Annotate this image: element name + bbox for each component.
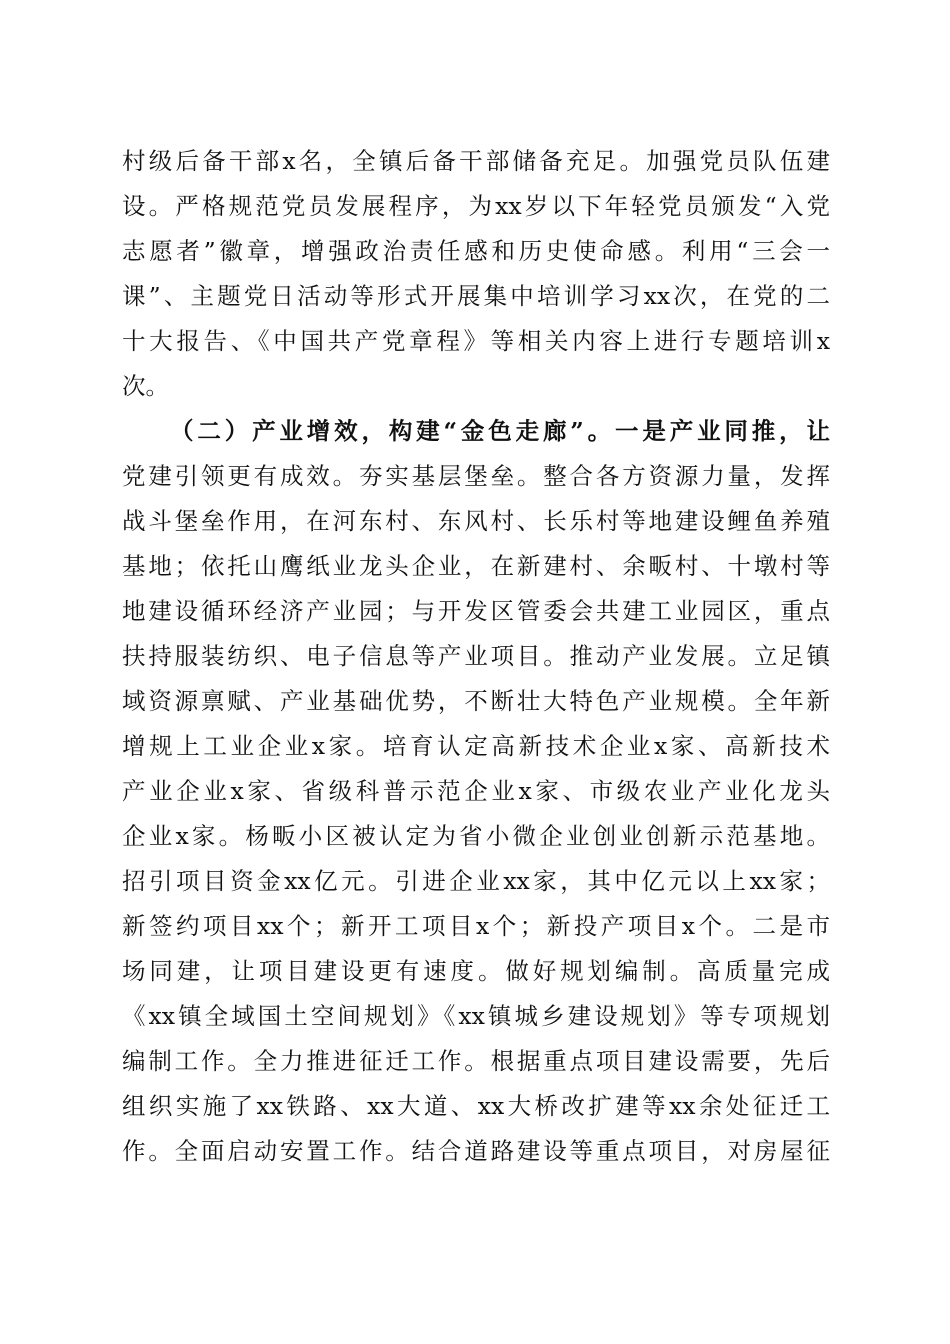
paragraph-line: 志愿者”徽章，增强政治责任感和历史使命感。利用“三会一	[122, 237, 830, 265]
paragraph-line: 基地；依托山鹰纸业龙头企业，在新建村、余畈村、十墩村等	[122, 552, 830, 580]
paragraph-line: 战斗堡垒作用，在河东村、东风村、长乐村等地建设鲤鱼养殖	[122, 507, 830, 535]
paragraph-line: 组织实施了xx铁路、xx大道、xx大桥改扩建等xx余处征迁工	[122, 1092, 830, 1120]
paragraph-line: 村级后备干部x名，全镇后备干部储备充足。加强党员队伍建	[122, 147, 830, 175]
paragraph-line: 域资源禀赋、产业基础优势，不断壮大特色产业规模。全年新	[122, 687, 830, 715]
paragraph-line: 编制工作。全力推进征迁工作。根据重点项目建设需要，先后	[122, 1047, 830, 1075]
paragraph-line: 《xx镇全域国土空间规划》《xx镇城乡建设规划》等专项规划	[122, 1002, 830, 1030]
section-heading-text: 产业增效，构建“金色走廊”。一是产业同推，让	[252, 417, 830, 445]
paragraph-line: 作。全面启动安置工作。结合道路建设等重点项目，对房屋征	[122, 1137, 830, 1165]
paragraph-line: 扶持服装纺织、电子信息等产业项目。推动产业发展。立足镇	[122, 642, 830, 670]
paragraph-line: 招引项目资金xx亿元。引进企业xx家，其中亿元以上xx家；	[122, 867, 830, 895]
paragraph-line: 设。严格规范党员发展程序，为xx岁以下年轻党员颁发“入党	[122, 192, 830, 220]
paragraph-line: 地建设循环经济产业园；与开发区管委会共建工业园区，重点	[122, 597, 830, 625]
paragraph-line: 增规上工业企业x家。培育认定高新技术企业x家、高新技术	[122, 732, 830, 760]
paragraph-line: 场同建，让项目建设更有速度。做好规划编制。高质量完成	[122, 957, 830, 985]
paragraph-line: 次。	[122, 372, 169, 400]
paragraph-line: 新签约项目xx个；新开工项目x个；新投产项目x个。二是市	[122, 912, 830, 940]
paragraph-line: 产业企业x家、省级科普示范企业x家、市级农业产业化龙头	[122, 777, 830, 805]
paragraph-line: 课”、主题党日活动等形式开展集中培训学习xx次，在党的二	[122, 282, 830, 310]
paragraph-line: 党建引领更有成效。夯实基层堡垒。整合各方资源力量，发挥	[122, 462, 830, 490]
section-number: （二）	[170, 417, 253, 445]
paragraph-line: 十大报告、《中国共产党章程》等相关内容上进行专题培训x	[122, 327, 830, 355]
section-heading-line	[170, 411, 830, 451]
paragraph-line: 企业x家。杨畈小区被认定为省小微企业创业创新示范基地。	[122, 822, 830, 850]
